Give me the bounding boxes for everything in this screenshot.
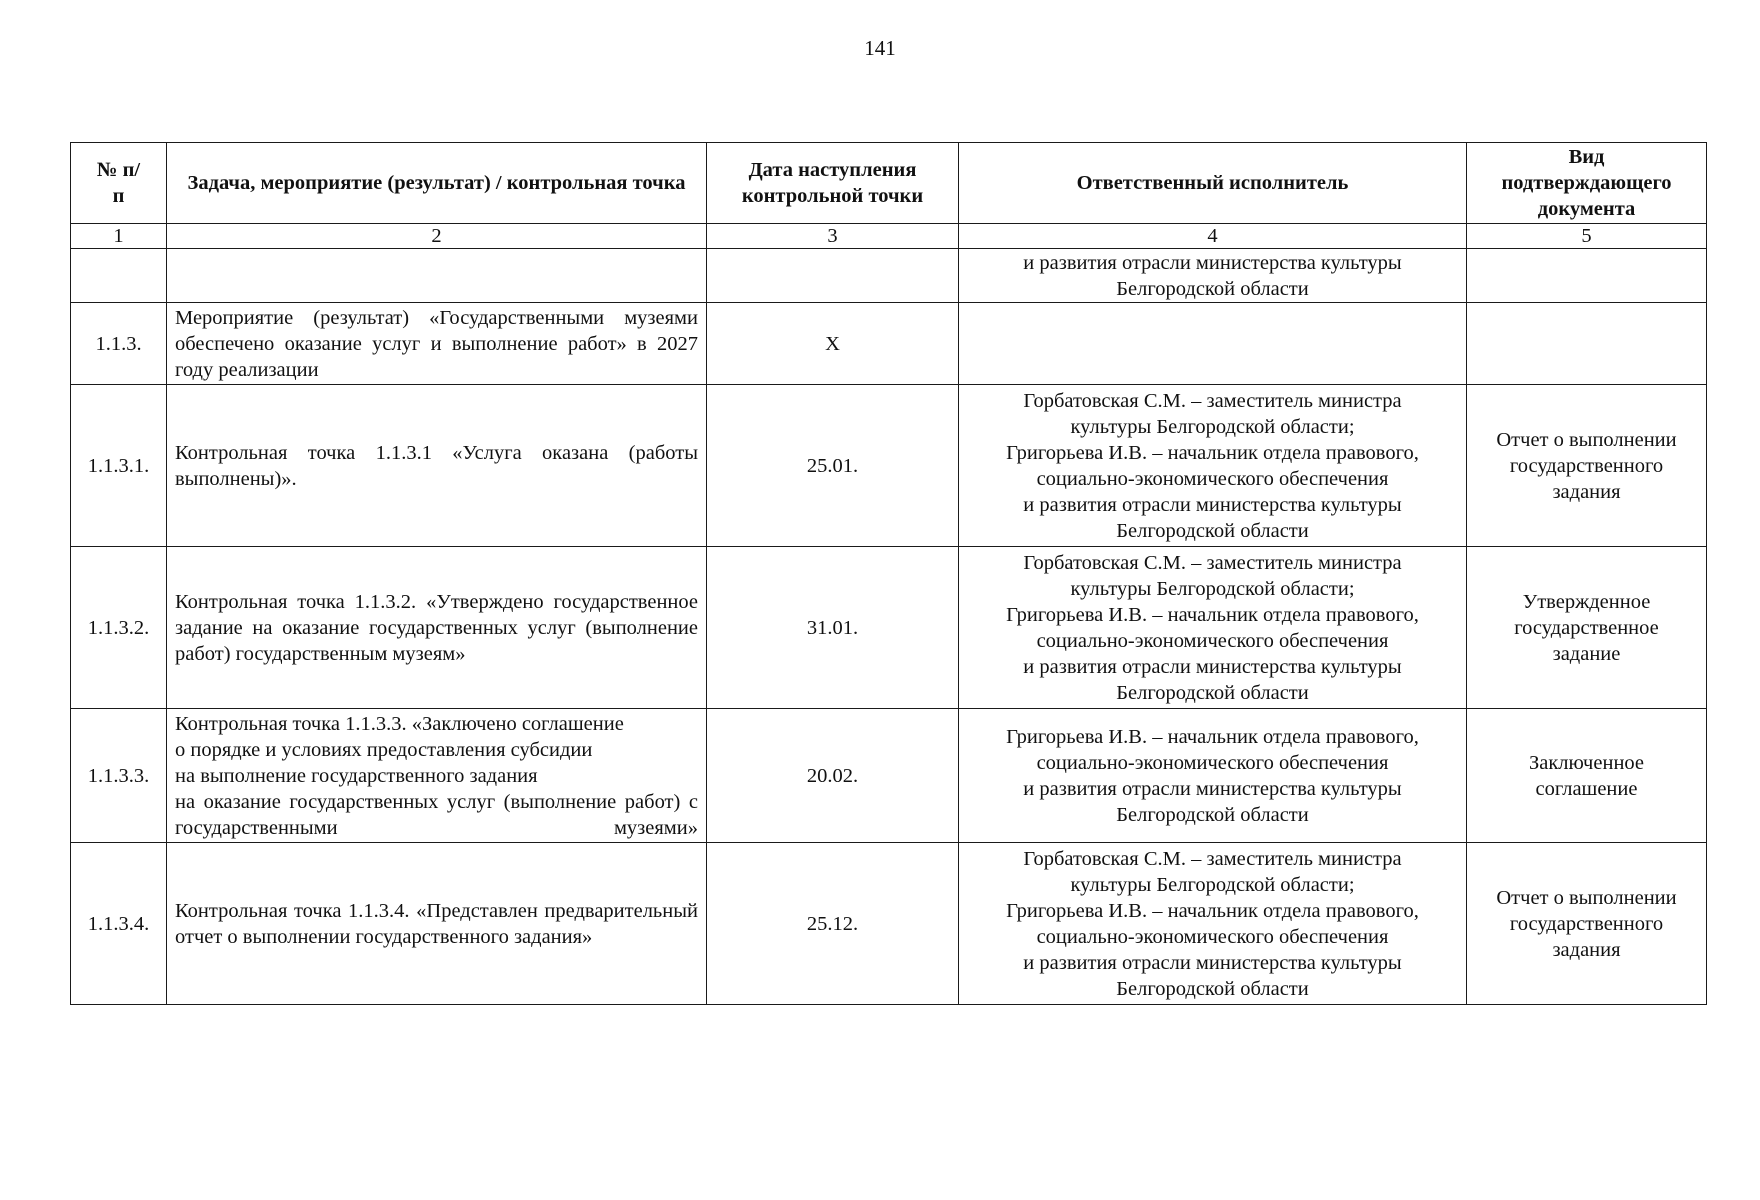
header-responsible: Ответственный исполнитель <box>959 143 1467 224</box>
row-date <box>707 249 959 303</box>
table-row <box>71 843 1707 1005</box>
column-number: 5 <box>1467 224 1707 249</box>
header-row <box>71 143 1707 224</box>
task-line: на оказание государственных услуг (выполнение работ) с государственными музеями» <box>175 790 698 839</box>
header-task: Задача, мероприятие (результат) / контрольная точка <box>167 143 707 224</box>
row-responsible: Горбатовская С.М. – заместитель министра культуры Белгородской области; Григорьева И.В. – начальник отдела правового, социально-экономического обеспечения и развития отрасли министерства культуры Белгородской области <box>959 547 1467 709</box>
column-number: 1 <box>71 224 167 249</box>
row-number: 1.1.3.3. <box>71 709 167 843</box>
row-document: Отчет о выполнении государственного задания <box>1467 843 1707 1005</box>
row-task: Контрольная точка 1.1.3.1 «Услуга оказана (работы выполнены)». <box>167 385 707 547</box>
row-date: 31.01. <box>707 547 959 709</box>
row-responsible: и развития отрасли министерства культуры Белгородской области <box>959 249 1467 303</box>
row-number: 1.1.3.4. <box>71 843 167 1005</box>
table-row <box>71 249 1707 303</box>
row-number: 1.1.3.1. <box>71 385 167 547</box>
row-responsible: Горбатовская С.М. – заместитель министра культуры Белгородской области; Григорьева И.В. – начальник отдела правового, социально-экономического обеспечения и развития отрасли министерства культуры Белгородской области <box>959 843 1467 1005</box>
row-date: 25.12. <box>707 843 959 1005</box>
table-row <box>71 709 1707 843</box>
control-points-table <box>70 142 1707 1005</box>
table-row <box>71 303 1707 385</box>
row-number: 1.1.3. <box>71 303 167 385</box>
row-responsible <box>959 303 1467 385</box>
column-number: 2 <box>167 224 707 249</box>
row-number <box>71 249 167 303</box>
row-task <box>167 709 707 843</box>
page-number: 141 <box>864 36 896 60</box>
row-responsible: Горбатовская С.М. – заместитель министра культуры Белгородской области; Григорьева И.В. – начальник отдела правового, социально-экономического обеспечения и развития отрасли министерства культуры Белгородской области <box>959 385 1467 547</box>
column-number-row <box>71 224 1707 249</box>
row-task: Мероприятие (результат) «Государственными музеями обеспечено оказание услуг и выполнение работ» в 2027 году реализации <box>167 303 707 385</box>
row-task <box>167 249 707 303</box>
task-line: о порядке и условиях предоставления субсидии <box>175 738 593 761</box>
header-document: Вид подтверждающего документа <box>1467 143 1707 224</box>
row-document <box>1467 249 1707 303</box>
row-document <box>1467 303 1707 385</box>
header-date: Дата наступления контрольной точки <box>707 143 959 224</box>
row-date: 25.01. <box>707 385 959 547</box>
header-number: № п/п <box>71 143 167 224</box>
task-line: Контрольная точка 1.1.3.3. «Заключено соглашение <box>175 712 624 735</box>
task-line: на выполнение государственного задания <box>175 764 538 787</box>
row-task: Контрольная точка 1.1.3.4. «Представлен предварительный отчет о выполнении государственного задания» <box>167 843 707 1005</box>
row-task: Контрольная точка 1.1.3.2. «Утверждено государственное задание на оказание государственных услуг (выполнение работ) государственным музеям» <box>167 547 707 709</box>
column-number: 4 <box>959 224 1467 249</box>
row-number: 1.1.3.2. <box>71 547 167 709</box>
row-document: Отчет о выполнении государственного задания <box>1467 385 1707 547</box>
row-document: Утвержденное государственное задание <box>1467 547 1707 709</box>
row-date: 20.02. <box>707 709 959 843</box>
table-row <box>71 547 1707 709</box>
table-row <box>71 385 1707 547</box>
row-responsible: Григорьева И.В. – начальник отдела правового, социально-экономического обеспечения и развития отрасли министерства культуры Белгородской области <box>959 709 1467 843</box>
row-date: Х <box>707 303 959 385</box>
column-number: 3 <box>707 224 959 249</box>
row-document: Заключенное соглашение <box>1467 709 1707 843</box>
